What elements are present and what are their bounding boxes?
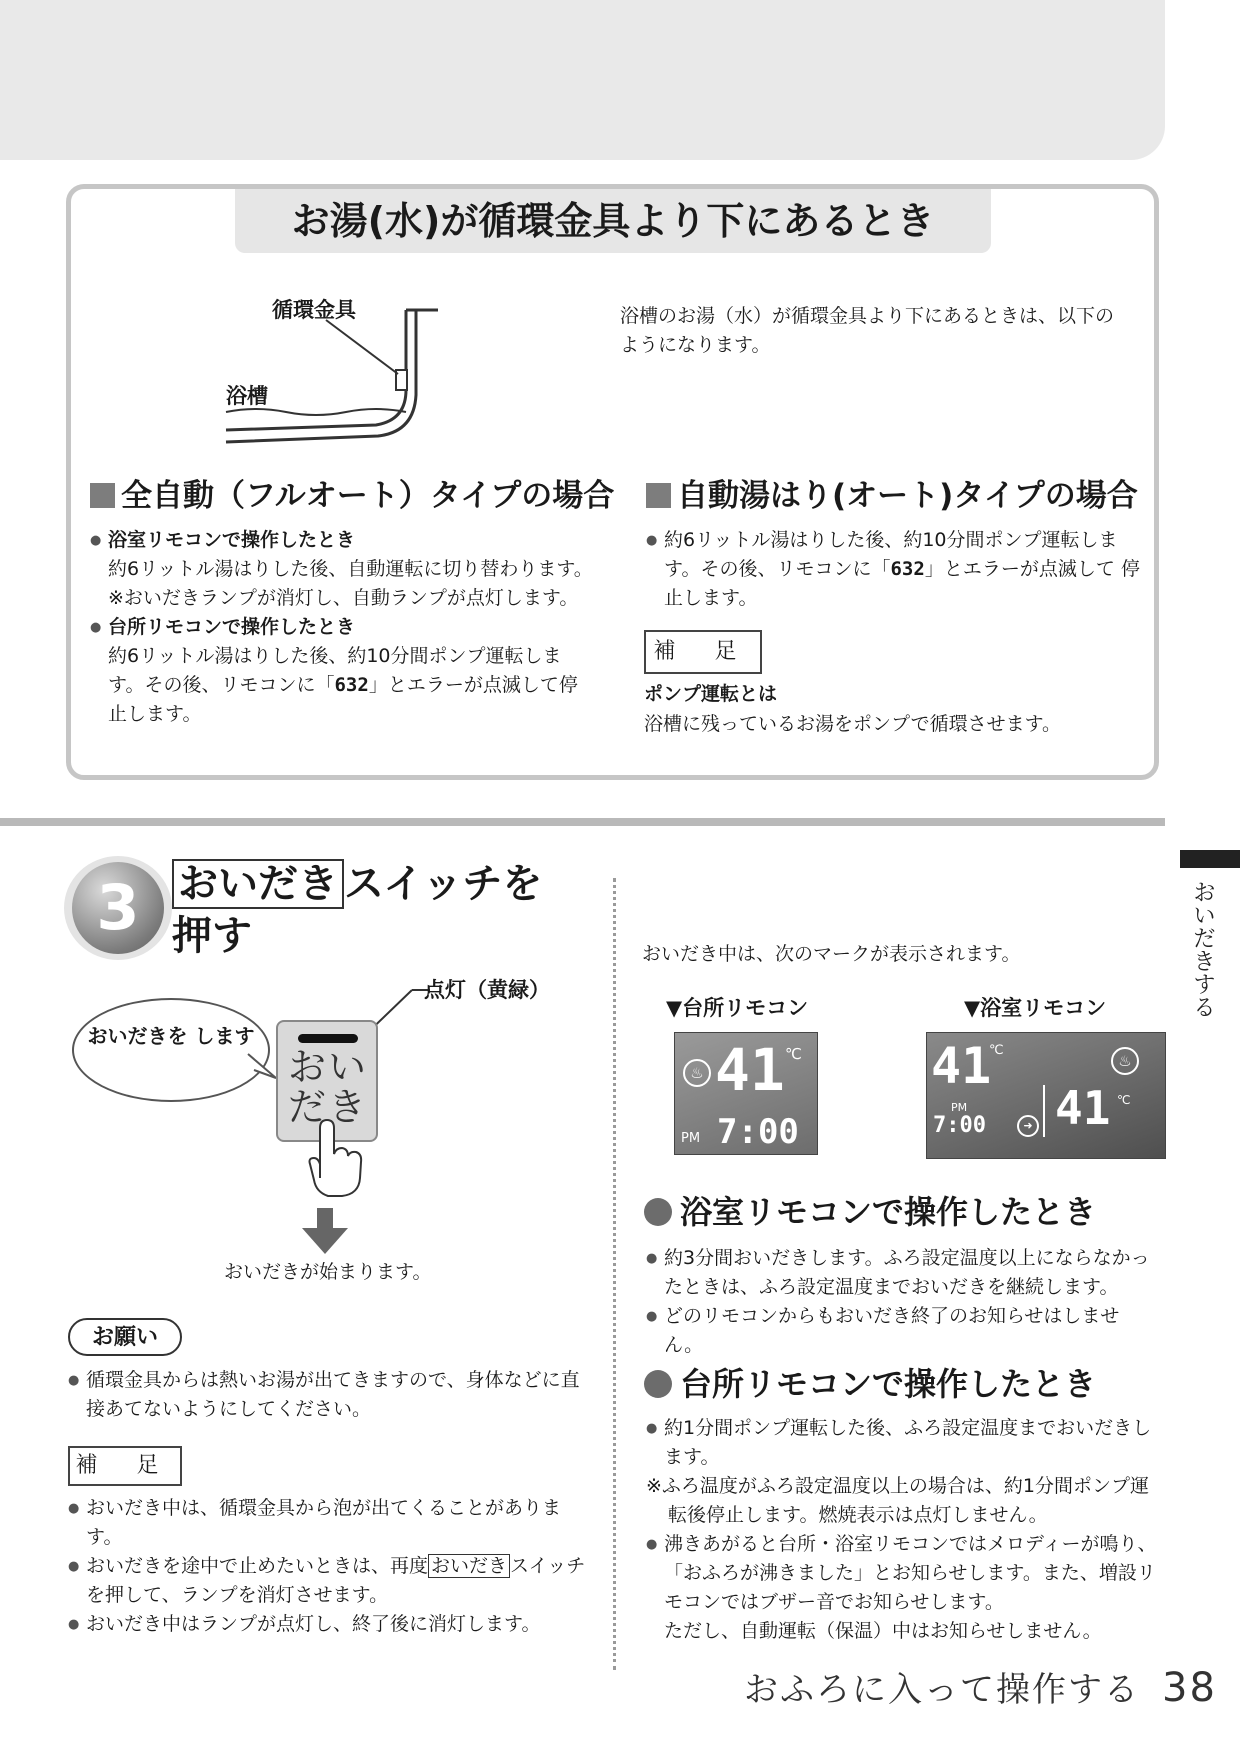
square-bullet-icon — [646, 483, 671, 508]
header-band — [0, 0, 1165, 160]
bath-temp: 41 — [931, 1037, 992, 1095]
step-supplement-body — [68, 1494, 588, 1639]
full-auto-heading-text: 全自動（フルオート）タイプの場合 — [121, 478, 615, 514]
kitchen-pm: PM — [681, 1131, 701, 1146]
request-label: お願い — [68, 1318, 182, 1356]
down-arrow-icon — [302, 1228, 348, 1254]
side-tab-label: おいだきする — [1189, 880, 1215, 1018]
button-lamp — [298, 1034, 358, 1043]
bath-op-heading — [644, 1192, 1096, 1232]
round-bullet-icon — [644, 1198, 672, 1226]
fitting-leader — [326, 320, 398, 374]
error-code: 632 — [890, 558, 925, 580]
bath-op-item: ● どのリモコンからもおいだき終了のお知らせはしません。 — [646, 1302, 1158, 1360]
intro-text: 浴槽のお湯（水）が循環金具より下にあるときは、以下のようになります。 — [620, 305, 1115, 356]
footer-section: おふろに入って操作する — [744, 1670, 1140, 1710]
bath-temp2-unit: ℃ — [1117, 1093, 1131, 1107]
bath-remote-note: ※おいだきランプが消灯し、自動ランプが点灯します。 — [108, 587, 579, 609]
fitting-label: 循環金具 — [272, 298, 356, 322]
circulation-icon: ➜ — [1017, 1115, 1039, 1137]
bath-op-body — [646, 1244, 1158, 1360]
bath-time: 7:00 — [933, 1113, 986, 1138]
step-switch-name: おいだき — [172, 859, 344, 909]
step-supplement-label: 補 足 — [68, 1446, 182, 1486]
kitchen-remote-text-a: 約6リットル湯はりした後、約10分間ポンプ運転しま す。その後、リモコンに「 — [108, 645, 562, 696]
kitchen-temp: 41 — [715, 1036, 785, 1104]
supplement-item: ● おいだき中はランプが点灯し、終了後に消灯します。 — [68, 1610, 588, 1639]
kitchen-remote-text-b: 」とエラーが点滅して停 止します。 — [108, 674, 578, 725]
bath-remote-text: 約6リットル湯はりした後、自動運転に切り替わります。 — [108, 558, 593, 580]
bath-op-item: ● 約3分間おいだきします。ふろ設定温度以上にならなかったときは、ふろ設定温度までおいだきを継続します。 — [646, 1244, 1158, 1302]
mark-intro: おいだき中は、次のマークが表示されます。 — [642, 943, 1021, 965]
kitchen-time: 7:00 — [717, 1112, 799, 1152]
bubble-tail — [246, 1052, 280, 1082]
full-auto-body — [90, 526, 602, 729]
section-divider — [0, 818, 1165, 826]
pump-title: ポンプ運転とは — [644, 683, 778, 705]
pump-text: 浴槽に残っているお湯をポンプで循環させます。 — [644, 713, 1062, 735]
finger-icon — [304, 1118, 364, 1198]
kitchen-remote-text — [90, 642, 602, 729]
lamp-label: 点灯（黄緑） — [424, 978, 550, 1002]
auto-fill-text — [646, 526, 1146, 613]
request-text: ● 循環金具からは熱いお湯が出てきますので、身体などに直接あてないようにしてください。 — [68, 1366, 588, 1424]
kitchen-op-heading — [644, 1364, 1096, 1404]
speech-bubble — [72, 998, 270, 1102]
step-number: 3 — [72, 862, 164, 954]
supplement-item2-a: おいだきを途中で止めたいときは、再度 — [86, 1555, 429, 1577]
column-separator — [613, 878, 616, 1670]
request-body — [68, 1366, 588, 1424]
button-label: おい だき — [287, 1045, 368, 1129]
bath-remote-display — [926, 1032, 1166, 1159]
kitchen-op-item: ● 沸きあがると台所・浴室リモコンではメロディーが鳴り、「おふろが沸きました」とお知らせします。また、増設リモコンではブザー音でお知らせします。 — [646, 1530, 1162, 1617]
kitchen-op-heading-text: 台所リモコンで操作したとき — [680, 1365, 1097, 1403]
step-title — [172, 858, 542, 962]
kitchen-op-item-note: ただし、自動運転（保温）中はお知らせしません。 — [664, 1620, 1102, 1642]
supplement-item2-b: スイッチを押して、ランプを消灯させます。 — [86, 1555, 586, 1606]
bath-op-heading-text: 浴室リモコンで操作したとき — [680, 1193, 1097, 1231]
bubble-text: おいだきを します — [87, 1024, 255, 1048]
flame-icon: ♨ — [683, 1059, 711, 1087]
round-bullet-icon — [644, 1370, 672, 1398]
kitchen-op-note: ※ふろ温度がふろ設定温度以上の場合は、約1分間ポンプ運転後停止します。燃焼表示は点灯しません。 — [646, 1475, 1150, 1526]
kitchen-remote-title: ● 台所リモコンで操作したとき — [90, 613, 602, 642]
tub-label: 浴槽 — [226, 384, 268, 408]
bath-temp-unit: ℃ — [989, 1043, 1004, 1058]
supplement-item — [68, 1552, 588, 1610]
step-title-line2: 押す — [172, 913, 252, 959]
kitchen-op-item: ● 約1分間ポンプ運転した後、ふろ設定温度までおいだきします。 — [646, 1414, 1162, 1472]
page-footer — [744, 1662, 1217, 1711]
full-auto-heading — [90, 476, 614, 516]
kitchen-remote-display — [674, 1032, 818, 1155]
error-code: 632 — [334, 674, 369, 696]
supplement-label: 補 足 — [644, 630, 762, 674]
flame-icon: ♨ — [1111, 1047, 1139, 1075]
kitchen-temp-unit: ℃ — [785, 1045, 802, 1063]
square-bullet-icon — [90, 483, 115, 508]
step-title-rest: スイッチを — [344, 861, 543, 907]
auto-fill-heading — [646, 476, 1138, 516]
tub-inner-wall — [226, 310, 406, 430]
level-gauge — [1043, 1085, 1045, 1137]
down-arrow-stem — [317, 1208, 333, 1230]
bath-pm: PM — [951, 1101, 968, 1114]
auto-fill-text-a: 約6リットル湯はりした後、約10分間ポンプ運転しま す。その後、リモコンに「 — [664, 529, 1118, 580]
auto-fill-text-b: 」とエラーが点滅して 停止します。 — [664, 558, 1140, 609]
bath-remote-title: ● 浴室リモコンで操作したとき — [90, 526, 602, 555]
page-number: 38 — [1162, 1665, 1217, 1711]
side-tab-marker — [1180, 850, 1240, 868]
kitchen-remote-label: ▼台所リモコン — [666, 996, 809, 1020]
supplement-item2-switch: おいだき — [428, 1554, 510, 1578]
panel-title: お湯(水)が循環金具より下にあるとき — [235, 189, 991, 253]
auto-fill-body — [646, 526, 1146, 613]
result-text: おいだきが始まります。 — [224, 1261, 432, 1283]
bath-remote-label: ▼浴室リモコン — [964, 996, 1107, 1020]
auto-fill-heading-text: 自動湯はり(オート)タイプの場合 — [677, 478, 1138, 514]
supplement-item: ● おいだき中は、循環金具から泡が出てくることがあります。 — [68, 1494, 588, 1552]
bath-temp2: 41 — [1055, 1081, 1111, 1135]
kitchen-op-body — [646, 1414, 1162, 1646]
